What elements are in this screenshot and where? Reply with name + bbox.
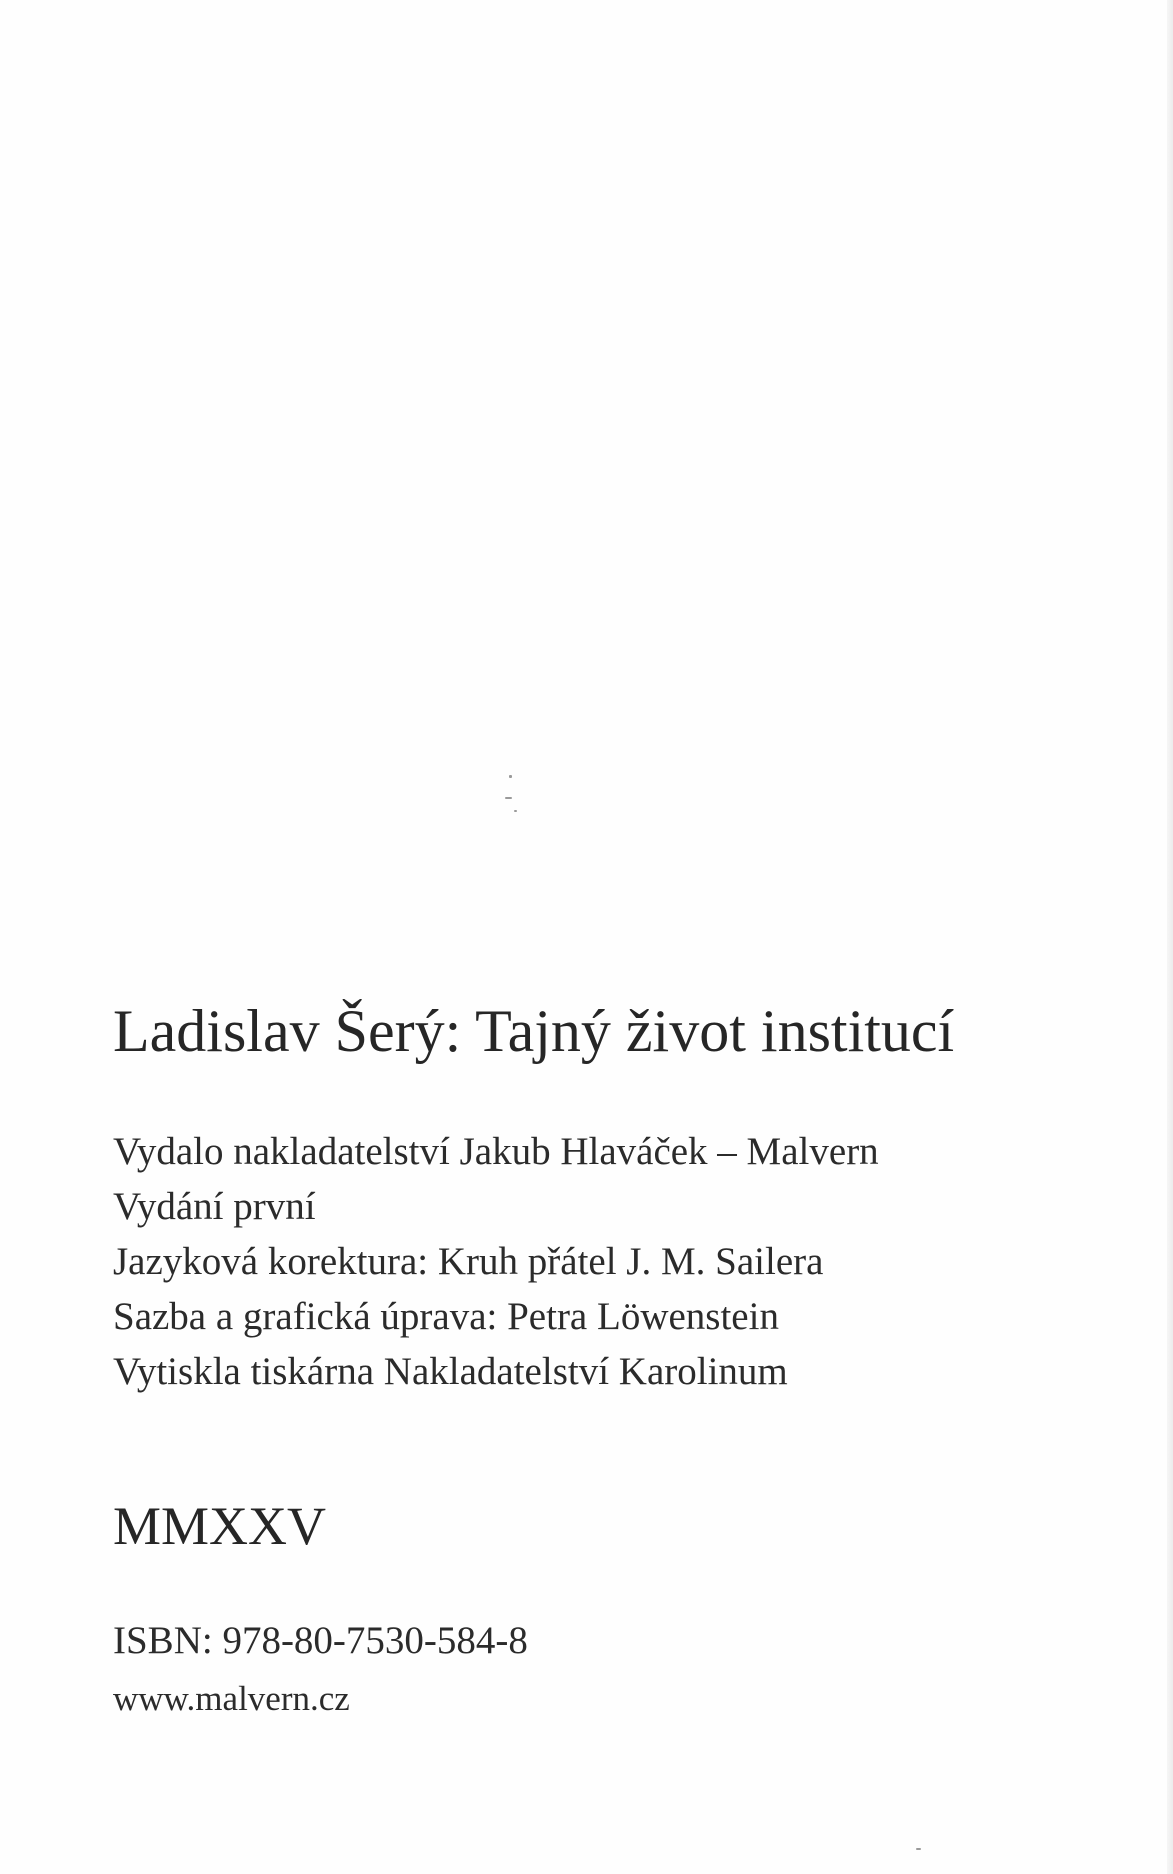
- website-url: www.malvern.cz: [113, 1679, 350, 1718]
- isbn: ISBN: 978-80-7530-584-8: [113, 1619, 528, 1662]
- paper-speck: [505, 797, 512, 799]
- paper-speck: [916, 1848, 921, 1850]
- publication-year: MMXXV: [113, 1496, 327, 1556]
- credit-edition: Vydání první: [113, 1185, 316, 1228]
- credit-proofreading: Jazyková korektura: Kruh přátel J. M. Sailera: [113, 1240, 824, 1283]
- paper-speck: [514, 810, 517, 812]
- credit-publisher: Vydalo nakladatelství Jakub Hlaváček – Malvern: [113, 1130, 879, 1173]
- page-edge-shadow: [1167, 0, 1173, 1874]
- paper-speck: [509, 775, 512, 778]
- credit-printing: Vytiskla tiskárna Nakladatelství Karolinum: [113, 1350, 788, 1393]
- book-title: Ladislav Šerý: Tajný život institucí: [113, 998, 955, 1064]
- credits-list: [113, 1124, 879, 1399]
- credit-typesetting: Sazba a grafická úprava: Petra Löwenstein: [113, 1295, 779, 1338]
